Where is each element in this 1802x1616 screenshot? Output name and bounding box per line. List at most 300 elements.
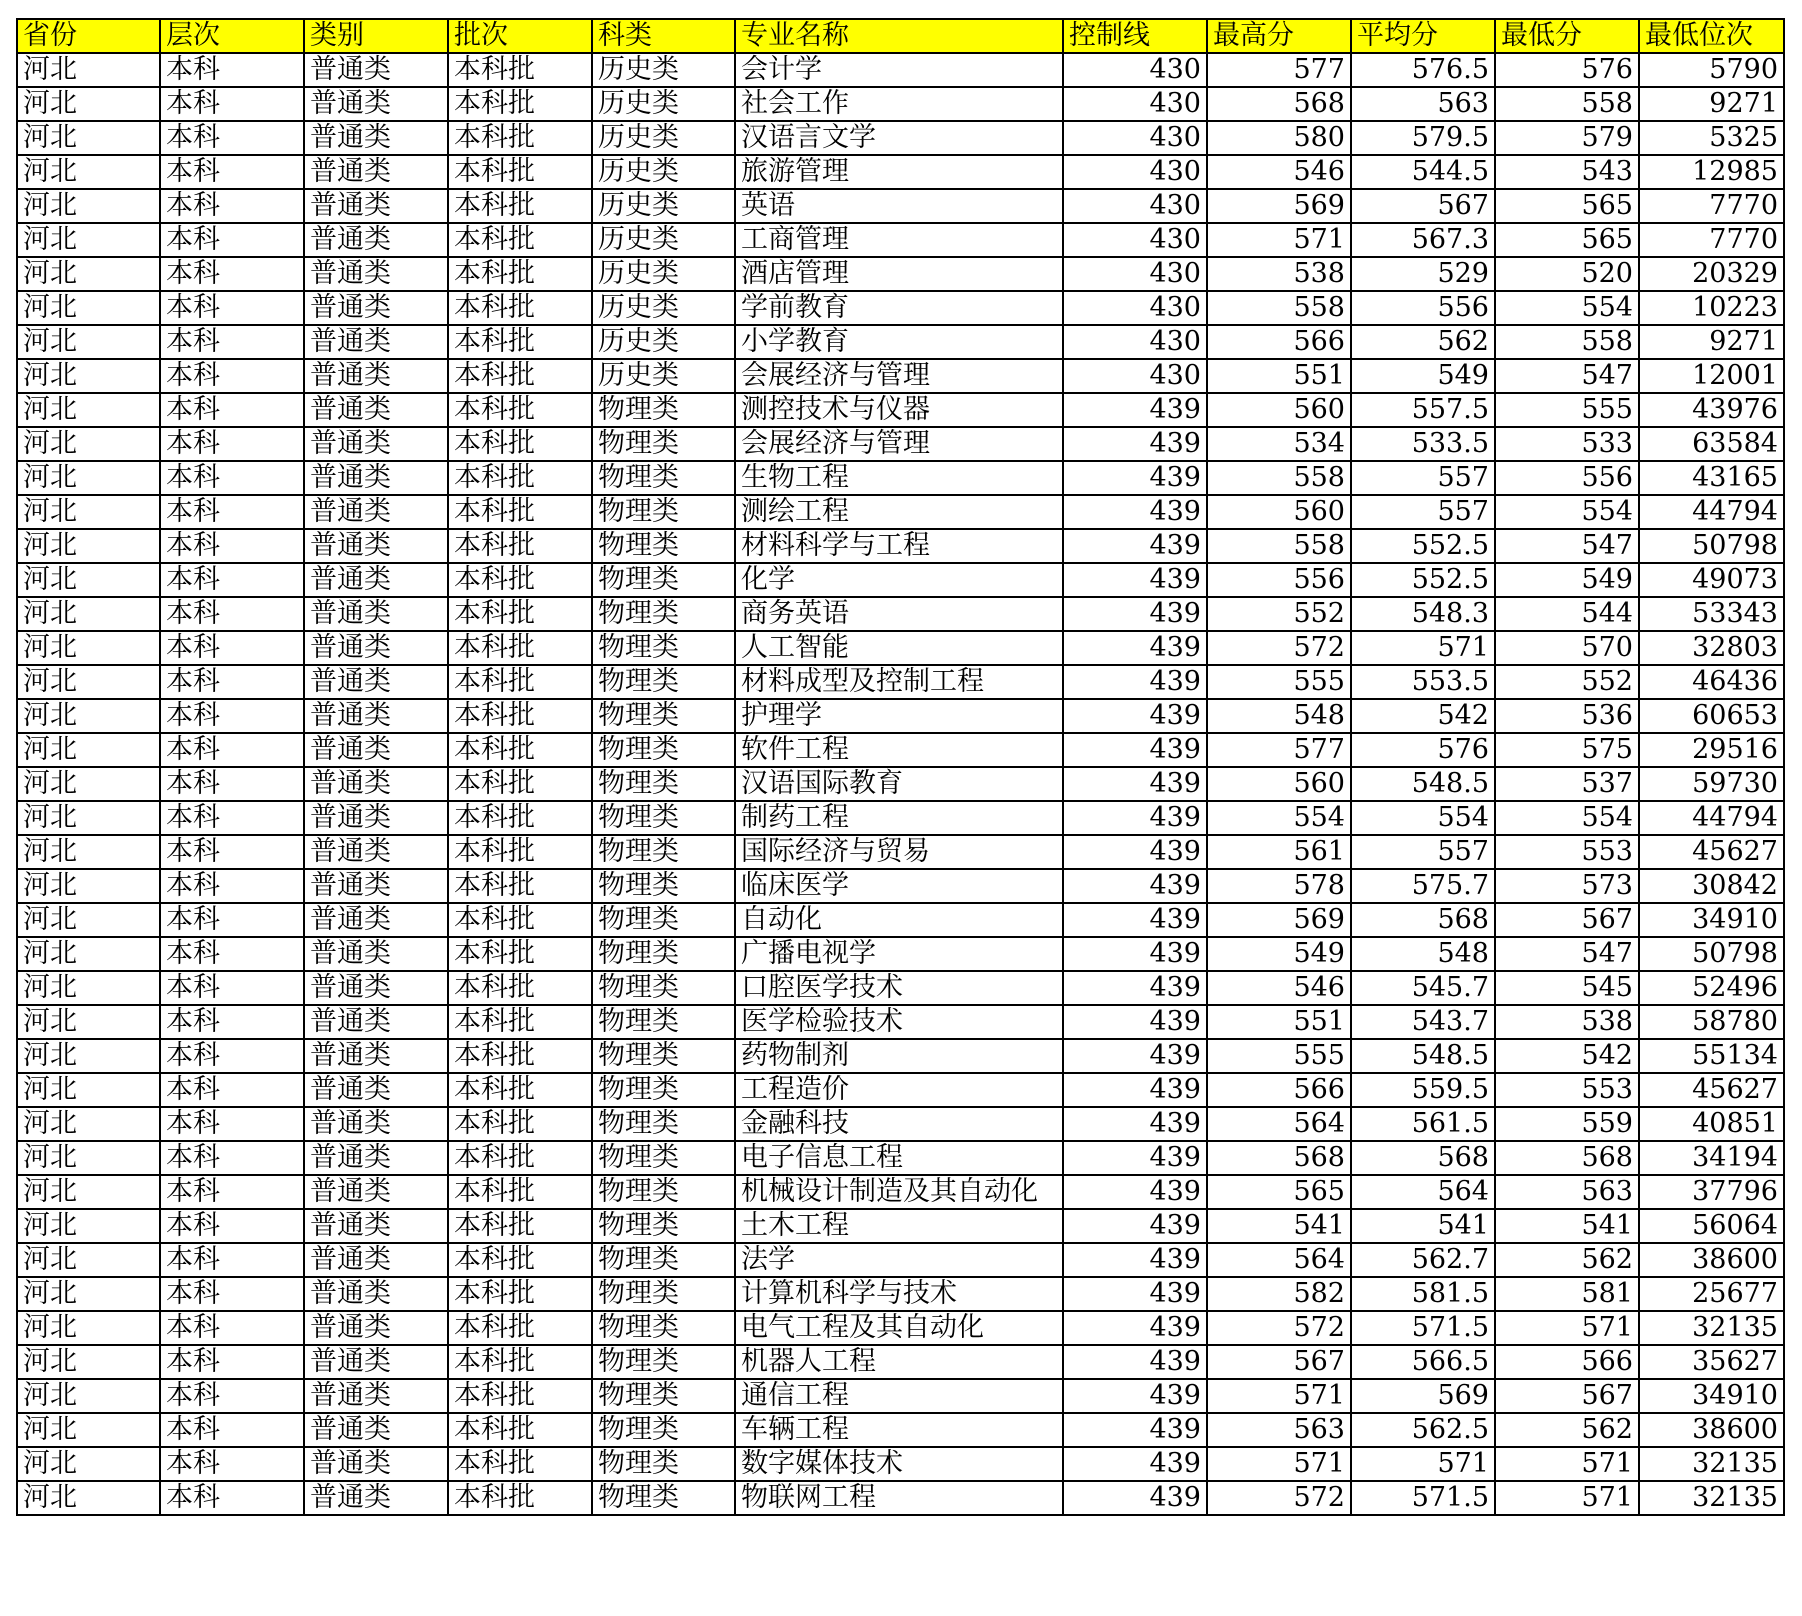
- cell-category[interactable]: 普通类: [304, 1039, 448, 1073]
- cell-avg-score[interactable]: 568: [1351, 903, 1495, 937]
- cell-min-rank[interactable]: 34910: [1639, 903, 1784, 937]
- cell-max-score[interactable]: 551: [1207, 359, 1351, 393]
- cell-avg-score[interactable]: 571.5: [1351, 1311, 1495, 1345]
- cell-category[interactable]: 普通类: [304, 631, 448, 665]
- cell-control-line[interactable]: 439: [1063, 495, 1207, 529]
- cell-min-rank[interactable]: 5790: [1639, 53, 1784, 87]
- cell-min-score[interactable]: 566: [1495, 1345, 1639, 1379]
- cell-subject-type[interactable]: 物理类: [592, 835, 735, 869]
- cell-level[interactable]: 本科: [160, 1141, 304, 1175]
- cell-major-name[interactable]: 临床医学: [735, 869, 1063, 903]
- cell-subject-type[interactable]: 历史类: [592, 223, 735, 257]
- cell-min-rank[interactable]: 45627: [1639, 1073, 1784, 1107]
- cell-category[interactable]: 普通类: [304, 53, 448, 87]
- cell-min-rank[interactable]: 32803: [1639, 631, 1784, 665]
- cell-max-score[interactable]: 549: [1207, 937, 1351, 971]
- cell-control-line[interactable]: 439: [1063, 427, 1207, 461]
- cell-level[interactable]: 本科: [160, 563, 304, 597]
- cell-avg-score[interactable]: 548.3: [1351, 597, 1495, 631]
- cell-min-score[interactable]: 570: [1495, 631, 1639, 665]
- cell-major-name[interactable]: 自动化: [735, 903, 1063, 937]
- cell-control-line[interactable]: 439: [1063, 835, 1207, 869]
- cell-batch[interactable]: 本科批: [448, 971, 592, 1005]
- cell-province[interactable]: 河北: [17, 121, 160, 155]
- cell-control-line[interactable]: 439: [1063, 1175, 1207, 1209]
- cell-major-name[interactable]: 旅游管理: [735, 155, 1063, 189]
- cell-subject-type[interactable]: 物理类: [592, 461, 735, 495]
- cell-major-name[interactable]: 制药工程: [735, 801, 1063, 835]
- cell-category[interactable]: 普通类: [304, 1175, 448, 1209]
- cell-min-rank[interactable]: 12001: [1639, 359, 1784, 393]
- cell-max-score[interactable]: 568: [1207, 87, 1351, 121]
- cell-subject-type[interactable]: 物理类: [592, 1345, 735, 1379]
- cell-min-score[interactable]: 558: [1495, 87, 1639, 121]
- cell-category[interactable]: 普通类: [304, 937, 448, 971]
- cell-level[interactable]: 本科: [160, 1481, 304, 1515]
- cell-province[interactable]: 河北: [17, 325, 160, 359]
- cell-max-score[interactable]: 548: [1207, 699, 1351, 733]
- cell-category[interactable]: 普通类: [304, 563, 448, 597]
- cell-level[interactable]: 本科: [160, 733, 304, 767]
- cell-max-score[interactable]: 558: [1207, 529, 1351, 563]
- cell-category[interactable]: 普通类: [304, 189, 448, 223]
- cell-max-score[interactable]: 546: [1207, 971, 1351, 1005]
- cell-max-score[interactable]: 534: [1207, 427, 1351, 461]
- cell-province[interactable]: 河北: [17, 1379, 160, 1413]
- cell-min-score[interactable]: 581: [1495, 1277, 1639, 1311]
- cell-batch[interactable]: 本科批: [448, 1073, 592, 1107]
- cell-control-line[interactable]: 439: [1063, 971, 1207, 1005]
- cell-major-name[interactable]: 材料科学与工程: [735, 529, 1063, 563]
- cell-province[interactable]: 河北: [17, 529, 160, 563]
- cell-category[interactable]: 普通类: [304, 1447, 448, 1481]
- cell-min-rank[interactable]: 44794: [1639, 495, 1784, 529]
- cell-control-line[interactable]: 439: [1063, 1447, 1207, 1481]
- cell-min-score[interactable]: 543: [1495, 155, 1639, 189]
- cell-max-score[interactable]: 582: [1207, 1277, 1351, 1311]
- cell-major-name[interactable]: 材料成型及控制工程: [735, 665, 1063, 699]
- cell-avg-score[interactable]: 553.5: [1351, 665, 1495, 699]
- cell-level[interactable]: 本科: [160, 121, 304, 155]
- cell-category[interactable]: 普通类: [304, 427, 448, 461]
- cell-min-rank[interactable]: 7770: [1639, 223, 1784, 257]
- cell-level[interactable]: 本科: [160, 1345, 304, 1379]
- cell-batch[interactable]: 本科批: [448, 155, 592, 189]
- cell-category[interactable]: 普通类: [304, 1243, 448, 1277]
- cell-major-name[interactable]: 人工智能: [735, 631, 1063, 665]
- cell-min-rank[interactable]: 38600: [1639, 1243, 1784, 1277]
- cell-control-line[interactable]: 439: [1063, 1277, 1207, 1311]
- cell-province[interactable]: 河北: [17, 155, 160, 189]
- cell-max-score[interactable]: 571: [1207, 223, 1351, 257]
- cell-avg-score[interactable]: 557: [1351, 835, 1495, 869]
- cell-level[interactable]: 本科: [160, 1447, 304, 1481]
- cell-batch[interactable]: 本科批: [448, 903, 592, 937]
- cell-batch[interactable]: 本科批: [448, 767, 592, 801]
- cell-batch[interactable]: 本科批: [448, 869, 592, 903]
- cell-level[interactable]: 本科: [160, 1209, 304, 1243]
- cell-level[interactable]: 本科: [160, 597, 304, 631]
- cell-subject-type[interactable]: 历史类: [592, 121, 735, 155]
- cell-min-score[interactable]: 579: [1495, 121, 1639, 155]
- cell-min-score[interactable]: 520: [1495, 257, 1639, 291]
- cell-min-score[interactable]: 562: [1495, 1243, 1639, 1277]
- cell-max-score[interactable]: 566: [1207, 325, 1351, 359]
- cell-avg-score[interactable]: 564: [1351, 1175, 1495, 1209]
- cell-min-score[interactable]: 556: [1495, 461, 1639, 495]
- cell-batch[interactable]: 本科批: [448, 1277, 592, 1311]
- cell-min-score[interactable]: 571: [1495, 1481, 1639, 1515]
- cell-level[interactable]: 本科: [160, 699, 304, 733]
- cell-min-rank[interactable]: 34194: [1639, 1141, 1784, 1175]
- cell-batch[interactable]: 本科批: [448, 665, 592, 699]
- header-province[interactable]: 省份: [17, 19, 160, 53]
- cell-control-line[interactable]: 430: [1063, 325, 1207, 359]
- cell-min-score[interactable]: 547: [1495, 937, 1639, 971]
- cell-control-line[interactable]: 430: [1063, 121, 1207, 155]
- cell-subject-type[interactable]: 物理类: [592, 801, 735, 835]
- cell-batch[interactable]: 本科批: [448, 733, 592, 767]
- cell-category[interactable]: 普通类: [304, 325, 448, 359]
- cell-control-line[interactable]: 439: [1063, 631, 1207, 665]
- cell-subject-type[interactable]: 物理类: [592, 1379, 735, 1413]
- cell-category[interactable]: 普通类: [304, 1481, 448, 1515]
- cell-major-name[interactable]: 生物工程: [735, 461, 1063, 495]
- cell-batch[interactable]: 本科批: [448, 393, 592, 427]
- cell-min-rank[interactable]: 52496: [1639, 971, 1784, 1005]
- cell-province[interactable]: 河北: [17, 495, 160, 529]
- cell-batch[interactable]: 本科批: [448, 1175, 592, 1209]
- cell-min-rank[interactable]: 35627: [1639, 1345, 1784, 1379]
- cell-major-name[interactable]: 电气工程及其自动化: [735, 1311, 1063, 1345]
- cell-major-name[interactable]: 通信工程: [735, 1379, 1063, 1413]
- cell-control-line[interactable]: 439: [1063, 393, 1207, 427]
- cell-avg-score[interactable]: 567.3: [1351, 223, 1495, 257]
- cell-control-line[interactable]: 430: [1063, 87, 1207, 121]
- cell-major-name[interactable]: 工程造价: [735, 1073, 1063, 1107]
- cell-category[interactable]: 普通类: [304, 1073, 448, 1107]
- cell-max-score[interactable]: 571: [1207, 1447, 1351, 1481]
- cell-category[interactable]: 普通类: [304, 1345, 448, 1379]
- cell-level[interactable]: 本科: [160, 53, 304, 87]
- cell-level[interactable]: 本科: [160, 257, 304, 291]
- cell-min-score[interactable]: 558: [1495, 325, 1639, 359]
- cell-avg-score[interactable]: 562.5: [1351, 1413, 1495, 1447]
- cell-min-rank[interactable]: 32135: [1639, 1311, 1784, 1345]
- cell-control-line[interactable]: 439: [1063, 563, 1207, 597]
- cell-min-rank[interactable]: 9271: [1639, 325, 1784, 359]
- cell-level[interactable]: 本科: [160, 1413, 304, 1447]
- cell-batch[interactable]: 本科批: [448, 631, 592, 665]
- cell-avg-score[interactable]: 562.7: [1351, 1243, 1495, 1277]
- cell-batch[interactable]: 本科批: [448, 563, 592, 597]
- cell-min-rank[interactable]: 38600: [1639, 1413, 1784, 1447]
- cell-level[interactable]: 本科: [160, 189, 304, 223]
- cell-subject-type[interactable]: 物理类: [592, 1277, 735, 1311]
- cell-control-line[interactable]: 439: [1063, 1243, 1207, 1277]
- cell-min-score[interactable]: 565: [1495, 223, 1639, 257]
- cell-batch[interactable]: 本科批: [448, 1413, 592, 1447]
- cell-batch[interactable]: 本科批: [448, 1481, 592, 1515]
- cell-subject-type[interactable]: 物理类: [592, 767, 735, 801]
- cell-category[interactable]: 普通类: [304, 1209, 448, 1243]
- cell-control-line[interactable]: 430: [1063, 155, 1207, 189]
- cell-category[interactable]: 普通类: [304, 1107, 448, 1141]
- cell-category[interactable]: 普通类: [304, 121, 448, 155]
- cell-min-score[interactable]: 576: [1495, 53, 1639, 87]
- cell-min-score[interactable]: 533: [1495, 427, 1639, 461]
- cell-min-rank[interactable]: 40851: [1639, 1107, 1784, 1141]
- cell-avg-score[interactable]: 548.5: [1351, 1039, 1495, 1073]
- cell-level[interactable]: 本科: [160, 427, 304, 461]
- cell-control-line[interactable]: 430: [1063, 291, 1207, 325]
- cell-category[interactable]: 普通类: [304, 699, 448, 733]
- cell-control-line[interactable]: 439: [1063, 1481, 1207, 1515]
- cell-major-name[interactable]: 汉语言文学: [735, 121, 1063, 155]
- cell-province[interactable]: 河北: [17, 869, 160, 903]
- header-min-score[interactable]: 最低分: [1495, 19, 1639, 53]
- cell-min-rank[interactable]: 30842: [1639, 869, 1784, 903]
- cell-min-score[interactable]: 562: [1495, 1413, 1639, 1447]
- cell-province[interactable]: 河北: [17, 733, 160, 767]
- cell-avg-score[interactable]: 543.7: [1351, 1005, 1495, 1039]
- cell-avg-score[interactable]: 529: [1351, 257, 1495, 291]
- cell-max-score[interactable]: 569: [1207, 189, 1351, 223]
- cell-min-score[interactable]: 563: [1495, 1175, 1639, 1209]
- cell-level[interactable]: 本科: [160, 665, 304, 699]
- cell-max-score[interactable]: 572: [1207, 1481, 1351, 1515]
- cell-province[interactable]: 河北: [17, 1073, 160, 1107]
- cell-province[interactable]: 河北: [17, 427, 160, 461]
- cell-category[interactable]: 普通类: [304, 1005, 448, 1039]
- cell-max-score[interactable]: 546: [1207, 155, 1351, 189]
- cell-min-score[interactable]: 553: [1495, 835, 1639, 869]
- cell-major-name[interactable]: 化学: [735, 563, 1063, 597]
- cell-min-score[interactable]: 544: [1495, 597, 1639, 631]
- cell-level[interactable]: 本科: [160, 359, 304, 393]
- cell-subject-type[interactable]: 物理类: [592, 971, 735, 1005]
- cell-avg-score[interactable]: 561.5: [1351, 1107, 1495, 1141]
- cell-min-rank[interactable]: 7770: [1639, 189, 1784, 223]
- cell-max-score[interactable]: 578: [1207, 869, 1351, 903]
- cell-level[interactable]: 本科: [160, 155, 304, 189]
- cell-category[interactable]: 普通类: [304, 801, 448, 835]
- cell-level[interactable]: 本科: [160, 223, 304, 257]
- cell-subject-type[interactable]: 历史类: [592, 189, 735, 223]
- cell-control-line[interactable]: 430: [1063, 223, 1207, 257]
- cell-category[interactable]: 普通类: [304, 291, 448, 325]
- cell-min-rank[interactable]: 29516: [1639, 733, 1784, 767]
- cell-subject-type[interactable]: 物理类: [592, 631, 735, 665]
- cell-level[interactable]: 本科: [160, 461, 304, 495]
- cell-subject-type[interactable]: 物理类: [592, 869, 735, 903]
- cell-control-line[interactable]: 439: [1063, 1141, 1207, 1175]
- cell-major-name[interactable]: 测控技术与仪器: [735, 393, 1063, 427]
- cell-province[interactable]: 河北: [17, 1175, 160, 1209]
- cell-max-score[interactable]: 551: [1207, 1005, 1351, 1039]
- cell-batch[interactable]: 本科批: [448, 359, 592, 393]
- cell-province[interactable]: 河北: [17, 563, 160, 597]
- cell-min-rank[interactable]: 58780: [1639, 1005, 1784, 1039]
- cell-level[interactable]: 本科: [160, 291, 304, 325]
- cell-subject-type[interactable]: 物理类: [592, 699, 735, 733]
- cell-control-line[interactable]: 439: [1063, 1107, 1207, 1141]
- cell-category[interactable]: 普通类: [304, 733, 448, 767]
- header-min-rank[interactable]: 最低位次: [1639, 19, 1784, 53]
- cell-subject-type[interactable]: 历史类: [592, 291, 735, 325]
- cell-batch[interactable]: 本科批: [448, 461, 592, 495]
- cell-avg-score[interactable]: 576.5: [1351, 53, 1495, 87]
- cell-avg-score[interactable]: 576: [1351, 733, 1495, 767]
- cell-min-score[interactable]: 542: [1495, 1039, 1639, 1073]
- cell-max-score[interactable]: 563: [1207, 1413, 1351, 1447]
- cell-control-line[interactable]: 439: [1063, 1039, 1207, 1073]
- cell-min-score[interactable]: 553: [1495, 1073, 1639, 1107]
- cell-batch[interactable]: 本科批: [448, 529, 592, 563]
- cell-control-line[interactable]: 439: [1063, 699, 1207, 733]
- cell-major-name[interactable]: 会展经济与管理: [735, 427, 1063, 461]
- cell-avg-score[interactable]: 568: [1351, 1141, 1495, 1175]
- cell-control-line[interactable]: 430: [1063, 189, 1207, 223]
- cell-max-score[interactable]: 556: [1207, 563, 1351, 597]
- cell-control-line[interactable]: 439: [1063, 801, 1207, 835]
- cell-major-name[interactable]: 小学教育: [735, 325, 1063, 359]
- cell-control-line[interactable]: 439: [1063, 1345, 1207, 1379]
- cell-min-rank[interactable]: 12985: [1639, 155, 1784, 189]
- cell-province[interactable]: 河北: [17, 1481, 160, 1515]
- cell-min-rank[interactable]: 9271: [1639, 87, 1784, 121]
- cell-major-name[interactable]: 机械设计制造及其自动化: [735, 1175, 1063, 1209]
- cell-min-score[interactable]: 545: [1495, 971, 1639, 1005]
- cell-subject-type[interactable]: 历史类: [592, 257, 735, 291]
- cell-avg-score[interactable]: 557: [1351, 495, 1495, 529]
- cell-batch[interactable]: 本科批: [448, 801, 592, 835]
- header-category[interactable]: 类别: [304, 19, 448, 53]
- cell-min-score[interactable]: 568: [1495, 1141, 1639, 1175]
- cell-min-rank[interactable]: 59730: [1639, 767, 1784, 801]
- cell-major-name[interactable]: 护理学: [735, 699, 1063, 733]
- cell-avg-score[interactable]: 552.5: [1351, 563, 1495, 597]
- cell-category[interactable]: 普通类: [304, 903, 448, 937]
- cell-avg-score[interactable]: 581.5: [1351, 1277, 1495, 1311]
- cell-max-score[interactable]: 572: [1207, 1311, 1351, 1345]
- cell-subject-type[interactable]: 历史类: [592, 155, 735, 189]
- cell-subject-type[interactable]: 物理类: [592, 733, 735, 767]
- cell-min-score[interactable]: 559: [1495, 1107, 1639, 1141]
- cell-level[interactable]: 本科: [160, 971, 304, 1005]
- cell-province[interactable]: 河北: [17, 1413, 160, 1447]
- cell-max-score[interactable]: 555: [1207, 1039, 1351, 1073]
- cell-avg-score[interactable]: 545.7: [1351, 971, 1495, 1005]
- cell-control-line[interactable]: 439: [1063, 665, 1207, 699]
- cell-province[interactable]: 河北: [17, 1005, 160, 1039]
- cell-min-score[interactable]: 573: [1495, 869, 1639, 903]
- cell-avg-score[interactable]: 571: [1351, 631, 1495, 665]
- cell-major-name[interactable]: 法学: [735, 1243, 1063, 1277]
- cell-major-name[interactable]: 电子信息工程: [735, 1141, 1063, 1175]
- cell-subject-type[interactable]: 物理类: [592, 495, 735, 529]
- cell-avg-score[interactable]: 562: [1351, 325, 1495, 359]
- cell-subject-type[interactable]: 历史类: [592, 87, 735, 121]
- cell-province[interactable]: 河北: [17, 1039, 160, 1073]
- cell-batch[interactable]: 本科批: [448, 257, 592, 291]
- cell-min-score[interactable]: 555: [1495, 393, 1639, 427]
- cell-province[interactable]: 河北: [17, 1311, 160, 1345]
- cell-control-line[interactable]: 439: [1063, 1209, 1207, 1243]
- cell-control-line[interactable]: 430: [1063, 359, 1207, 393]
- cell-min-score[interactable]: 549: [1495, 563, 1639, 597]
- cell-level[interactable]: 本科: [160, 87, 304, 121]
- cell-batch[interactable]: 本科批: [448, 427, 592, 461]
- cell-avg-score[interactable]: 569: [1351, 1379, 1495, 1413]
- cell-min-rank[interactable]: 25677: [1639, 1277, 1784, 1311]
- cell-subject-type[interactable]: 历史类: [592, 325, 735, 359]
- cell-max-score[interactable]: 560: [1207, 767, 1351, 801]
- cell-avg-score[interactable]: 544.5: [1351, 155, 1495, 189]
- cell-major-name[interactable]: 物联网工程: [735, 1481, 1063, 1515]
- cell-control-line[interactable]: 439: [1063, 597, 1207, 631]
- cell-min-score[interactable]: 537: [1495, 767, 1639, 801]
- cell-subject-type[interactable]: 物理类: [592, 937, 735, 971]
- cell-major-name[interactable]: 商务英语: [735, 597, 1063, 631]
- cell-major-name[interactable]: 土木工程: [735, 1209, 1063, 1243]
- cell-min-rank[interactable]: 55134: [1639, 1039, 1784, 1073]
- cell-batch[interactable]: 本科批: [448, 1039, 592, 1073]
- cell-subject-type[interactable]: 物理类: [592, 1039, 735, 1073]
- cell-min-rank[interactable]: 50798: [1639, 937, 1784, 971]
- cell-min-score[interactable]: 567: [1495, 903, 1639, 937]
- cell-min-score[interactable]: 541: [1495, 1209, 1639, 1243]
- cell-max-score[interactable]: 569: [1207, 903, 1351, 937]
- cell-category[interactable]: 普通类: [304, 257, 448, 291]
- cell-avg-score[interactable]: 554: [1351, 801, 1495, 835]
- cell-subject-type[interactable]: 物理类: [592, 1311, 735, 1345]
- cell-min-rank[interactable]: 50798: [1639, 529, 1784, 563]
- cell-level[interactable]: 本科: [160, 937, 304, 971]
- cell-min-rank[interactable]: 20329: [1639, 257, 1784, 291]
- cell-min-score[interactable]: 547: [1495, 359, 1639, 393]
- cell-level[interactable]: 本科: [160, 1039, 304, 1073]
- cell-category[interactable]: 普通类: [304, 155, 448, 189]
- cell-batch[interactable]: 本科批: [448, 121, 592, 155]
- cell-subject-type[interactable]: 物理类: [592, 1447, 735, 1481]
- cell-category[interactable]: 普通类: [304, 529, 448, 563]
- cell-category[interactable]: 普通类: [304, 971, 448, 1005]
- cell-subject-type[interactable]: 物理类: [592, 903, 735, 937]
- cell-province[interactable]: 河北: [17, 937, 160, 971]
- cell-min-score[interactable]: 565: [1495, 189, 1639, 223]
- cell-level[interactable]: 本科: [160, 801, 304, 835]
- cell-subject-type[interactable]: 物理类: [592, 563, 735, 597]
- cell-min-rank[interactable]: 49073: [1639, 563, 1784, 597]
- cell-max-score[interactable]: 568: [1207, 1141, 1351, 1175]
- cell-avg-score[interactable]: 557.5: [1351, 393, 1495, 427]
- cell-min-rank[interactable]: 63584: [1639, 427, 1784, 461]
- cell-control-line[interactable]: 430: [1063, 257, 1207, 291]
- cell-province[interactable]: 河北: [17, 767, 160, 801]
- cell-major-name[interactable]: 口腔医学技术: [735, 971, 1063, 1005]
- cell-max-score[interactable]: 564: [1207, 1243, 1351, 1277]
- cell-avg-score[interactable]: 566.5: [1351, 1345, 1495, 1379]
- cell-max-score[interactable]: 571: [1207, 1379, 1351, 1413]
- cell-major-name[interactable]: 机器人工程: [735, 1345, 1063, 1379]
- cell-max-score[interactable]: 565: [1207, 1175, 1351, 1209]
- cell-max-score[interactable]: 538: [1207, 257, 1351, 291]
- header-max-score[interactable]: 最高分: [1207, 19, 1351, 53]
- cell-subject-type[interactable]: 物理类: [592, 1175, 735, 1209]
- cell-province[interactable]: 河北: [17, 1141, 160, 1175]
- cell-max-score[interactable]: 567: [1207, 1345, 1351, 1379]
